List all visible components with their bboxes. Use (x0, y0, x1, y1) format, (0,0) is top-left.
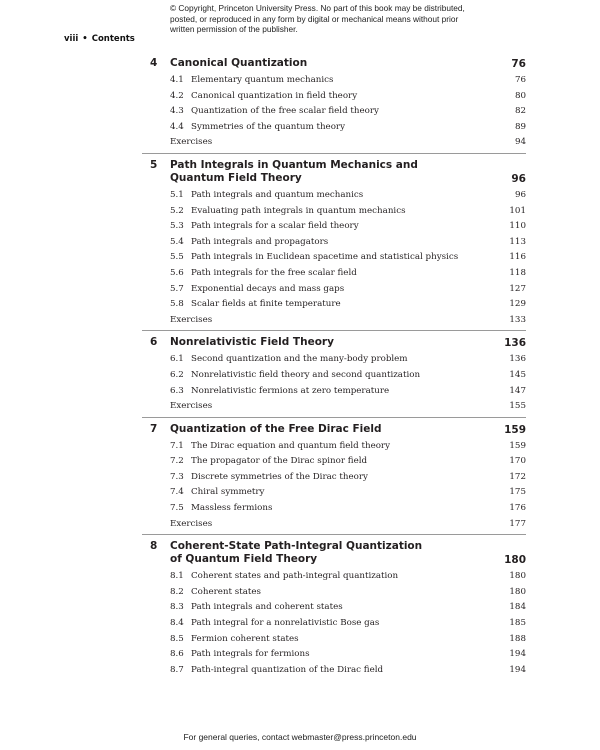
section-page: 194 (509, 664, 526, 675)
section-page: 145 (509, 369, 526, 380)
section-number: 4.2 (170, 90, 184, 101)
exercises-entry[interactable] (142, 313, 526, 329)
section-number: 5.3 (170, 221, 184, 232)
copyright-notice: © Copyright, Princeton University Press. No part of this book may be distributed, posted, or reproduced in any form by digital or mechanical means without prior written permission of the publisher. (170, 3, 465, 34)
section-title: Path integrals for a scalar field theory (191, 221, 359, 232)
section-entry[interactable] (142, 266, 526, 282)
section-page: 176 (509, 503, 526, 514)
section-entry[interactable] (142, 219, 526, 235)
section-entry[interactable] (142, 368, 526, 384)
section-page: 76 (514, 75, 526, 85)
section-title: Path integrals and propagators (191, 236, 329, 247)
exercises-page: 155 (509, 401, 526, 412)
chapter-title: Coherent-State Path-Integral Quantization of Quantum Field Theory (170, 540, 423, 566)
section-page: 118 (509, 267, 526, 278)
section-title: Evaluating path integrals in quantum mechanics (191, 205, 406, 216)
section-entry[interactable] (142, 454, 526, 470)
section-page: 147 (509, 385, 526, 396)
section-entry[interactable] (142, 647, 526, 663)
section-number: 8.1 (170, 571, 184, 582)
section-title: Path integrals in Euclidean spacetime and statistical physics (191, 252, 459, 263)
section-title: Discrete symmetries of the Dirac theory (191, 471, 368, 482)
section-entry[interactable] (142, 104, 526, 120)
chapter-page: 136 (504, 337, 526, 350)
section-page: 194 (509, 649, 526, 660)
section-page: 159 (509, 440, 526, 451)
chapter-title: Path Integrals in Quantum Mechanics and Quantum Field Theory (170, 158, 418, 184)
chapter-entry (142, 534, 526, 680)
section-entry[interactable] (142, 120, 526, 136)
exercises-page: 177 (509, 518, 526, 529)
section-number: 5.5 (170, 252, 184, 263)
exercises-page: 94 (514, 137, 526, 148)
section-title: Nonrelativistic field theory and second quantization (191, 369, 421, 380)
section-number: 7.3 (170, 471, 184, 482)
section-page: 170 (509, 456, 526, 467)
section-number: 5.1 (170, 189, 184, 200)
section-title: Path integral for a nonrelativistic Bose gas (191, 618, 380, 629)
chapter-title: Nonrelativistic Field Theory (170, 336, 334, 349)
chapter-number: 6 (150, 336, 158, 349)
section-entry[interactable] (142, 250, 526, 266)
section-page: 136 (509, 354, 526, 365)
section-title: Path integrals and coherent states (191, 602, 343, 613)
chapter-entry (142, 153, 526, 330)
exercises-label: Exercises (170, 401, 213, 412)
section-title: Quantization of the free scalar field theory (191, 106, 379, 117)
section-title: Exponential decays and mass gaps (191, 283, 345, 294)
exercises-page: 133 (509, 314, 526, 325)
section-title: Chiral symmetry (191, 487, 265, 498)
section-page: 188 (509, 633, 526, 644)
chapter-number: 7 (150, 422, 158, 435)
exercises-entry[interactable] (142, 517, 526, 533)
section-title: Second quantization and the many-body problem (191, 354, 408, 365)
section-number: 8.2 (170, 586, 184, 597)
section-number: 5.4 (170, 236, 184, 247)
chapter-page: 180 (504, 554, 526, 567)
chapter-heading[interactable] (142, 52, 526, 73)
section-number: 6.2 (170, 369, 184, 380)
section-title: Symmetries of the quantum theory (191, 121, 345, 132)
section-page: 180 (509, 571, 526, 582)
chapter-entry (142, 52, 526, 153)
section-title: The Dirac equation and quantum field theory (191, 440, 390, 451)
section-page: 80 (514, 90, 526, 101)
section-entry[interactable] (142, 632, 526, 648)
section-entry[interactable] (142, 439, 526, 455)
exercises-label: Exercises (170, 314, 213, 325)
section-title: Path integrals and quantum mechanics (191, 189, 364, 200)
section-entry[interactable] (142, 204, 526, 220)
chapter-heading[interactable] (142, 154, 526, 188)
chapter-heading[interactable] (142, 331, 526, 352)
section-entry[interactable] (142, 297, 526, 313)
section-title: Path integrals for fermions (191, 649, 310, 660)
section-title: Fermion coherent states (191, 633, 299, 644)
section-entry[interactable] (142, 235, 526, 251)
section-entry[interactable] (142, 616, 526, 632)
section-page: 172 (509, 471, 526, 482)
section-entry[interactable] (142, 89, 526, 105)
section-number: 4.3 (170, 106, 184, 117)
section-entry[interactable] (142, 73, 526, 89)
chapter-entry (142, 417, 526, 535)
chapter-page: 96 (511, 172, 526, 185)
section-page: 101 (509, 205, 526, 216)
section-title: Path-integral quantization of the Dirac field (191, 664, 384, 675)
exercises-entry[interactable] (142, 399, 526, 415)
section-number: 7.5 (170, 503, 184, 514)
section-entry[interactable] (142, 585, 526, 601)
chapter-number: 8 (150, 540, 158, 553)
chapter-number: 5 (150, 158, 158, 171)
section-number: 4.4 (170, 121, 184, 132)
section-entry[interactable] (142, 384, 526, 400)
chapter-number: 4 (150, 57, 158, 69)
section-number: 5.2 (170, 205, 184, 216)
section-page: 180 (509, 586, 526, 597)
section-page: 110 (509, 221, 526, 232)
section-title: The propagator of the Dirac spinor field (191, 456, 368, 467)
exercises-entry[interactable] (142, 135, 526, 151)
section-page: 175 (509, 487, 526, 498)
section-number: 4.1 (170, 75, 184, 85)
section-title: Path integrals for the free scalar field (191, 267, 357, 278)
section-number: 6.3 (170, 385, 184, 396)
section-page: 113 (509, 236, 526, 247)
section-entry[interactable] (142, 282, 526, 298)
section-entry[interactable] (142, 600, 526, 616)
section-number: 6.1 (170, 354, 184, 365)
chapter-page: 76 (511, 58, 526, 70)
section-page: 185 (509, 618, 526, 629)
section-title: Scalar fields at finite temperature (191, 299, 341, 310)
chapter-title: Quantization of the Free Dirac Field (170, 422, 382, 435)
section-number: 7.1 (170, 440, 184, 451)
section-title: Coherent states (191, 586, 261, 597)
section-entry[interactable] (142, 352, 526, 368)
section-title: Canonical quantization in field theory (191, 90, 358, 101)
section-title: Elementary quantum mechanics (191, 75, 334, 85)
section-number: 8.5 (170, 633, 184, 644)
chapter-entry (142, 330, 526, 416)
section-title: Coherent states and path-integral quantization (191, 571, 399, 582)
section-title: Massless fermions (191, 503, 273, 514)
section-page: 129 (509, 299, 526, 310)
section-number: 8.3 (170, 602, 184, 613)
table-of-contents (142, 52, 526, 680)
exercises-label: Exercises (170, 137, 213, 148)
section-page: 82 (514, 106, 526, 117)
section-number: 5.8 (170, 299, 184, 310)
separator-bullet: • (82, 34, 88, 44)
section-entry[interactable] (142, 188, 526, 204)
chapter-page: 159 (504, 423, 526, 436)
exercises-label: Exercises (170, 518, 213, 529)
section-number: 8.6 (170, 649, 184, 660)
section-page: 89 (514, 121, 526, 132)
section-page: 96 (514, 189, 526, 200)
section-entry[interactable] (142, 663, 526, 679)
page-number: viii (64, 34, 79, 44)
section-page: 116 (509, 252, 526, 263)
chapter-title: Canonical Quantization (170, 57, 308, 69)
section-entry[interactable] (142, 470, 526, 486)
section-page: 127 (509, 283, 526, 294)
running-head-title: Contents (91, 34, 135, 44)
section-number: 7.4 (170, 487, 184, 498)
section-entry[interactable] (142, 569, 526, 585)
section-entry[interactable] (142, 501, 526, 517)
section-number: 5.6 (170, 267, 184, 278)
chapter-heading[interactable] (142, 535, 526, 569)
section-number: 5.7 (170, 283, 184, 294)
section-entry[interactable] (142, 485, 526, 501)
section-number: 7.2 (170, 456, 184, 467)
running-head (64, 34, 135, 44)
section-title: Nonrelativistic fermions at zero temperature (191, 385, 390, 396)
footer-contact: For general queries, contact webmaster@press.princeton.edu (183, 732, 417, 742)
chapter-heading[interactable] (142, 418, 526, 439)
section-page: 184 (509, 602, 526, 613)
section-number: 8.4 (170, 618, 184, 629)
section-number: 8.7 (170, 664, 184, 675)
